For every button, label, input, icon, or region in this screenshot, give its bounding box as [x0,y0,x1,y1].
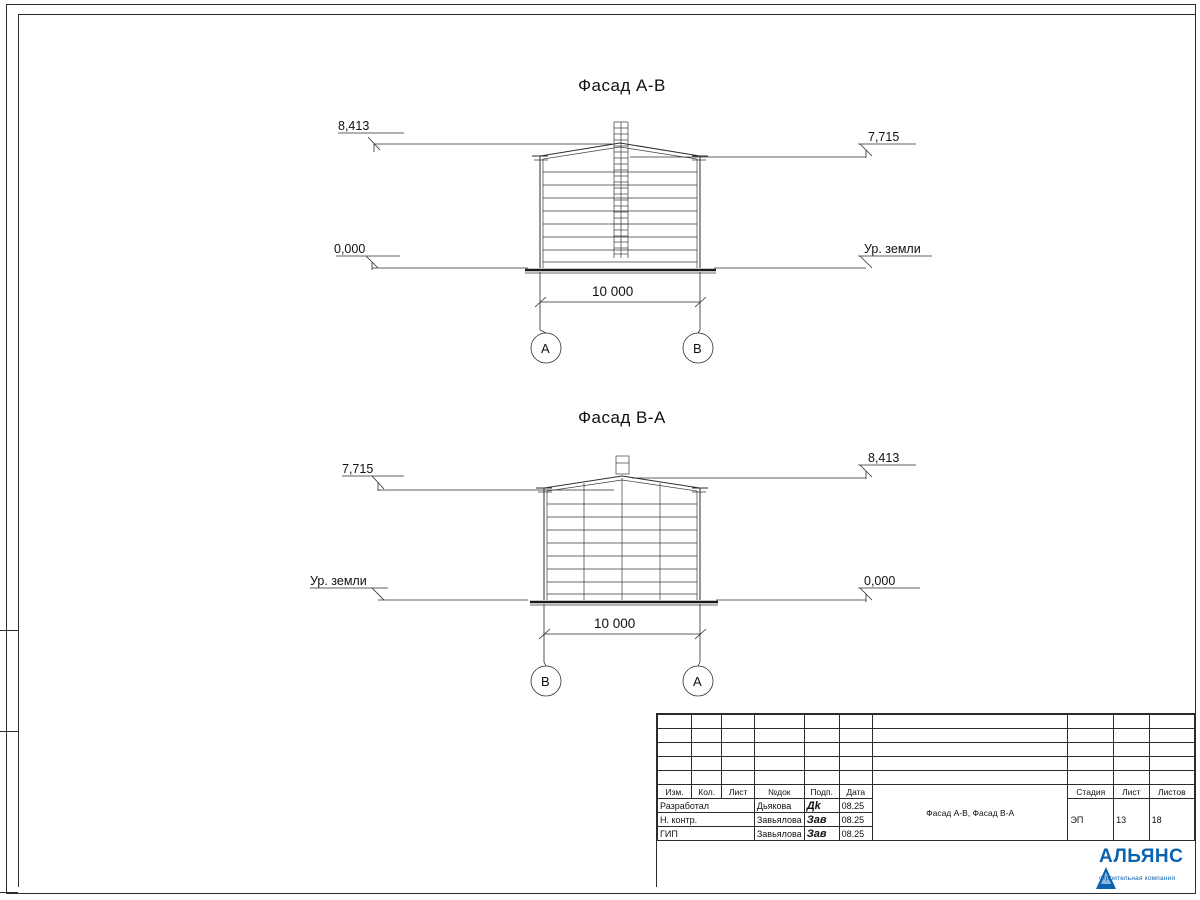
signature-controller: Зав [804,813,839,827]
col-list: Лист [722,785,754,799]
role-developer: Разработал [658,799,755,813]
revision-row [658,757,1195,771]
col-podp: Подп. [804,785,839,799]
span-dimension-a-b: 10 000 [592,284,634,299]
company-name: АЛЬЯНС [1099,846,1184,867]
axis-bubble-a-right: А [693,674,702,689]
sheet-number: 13 [1114,799,1150,841]
axis-bubble-b-right: В [693,341,702,356]
sheets-total: 18 [1149,799,1194,841]
elevation-drawing-b-a [0,330,1200,730]
revision-row [658,771,1195,785]
sheet-left-margin-block-2 [0,730,18,893]
elevation-facade-b-a [0,330,1200,730]
drawing-title: Фасад А-В, Фасад В-А [872,785,1068,841]
role-controller: Н. контр. [658,813,755,827]
revision-row [658,729,1195,743]
elevation-title-b-a: Фасад В-А [578,408,666,427]
level-label-8413-right: 8,413 [868,451,900,465]
name-controller: Завьялова [754,813,804,827]
col-ndok: №док [754,785,804,799]
col-izm: Изм. [658,785,692,799]
company-tagline: строительная компания [1099,875,1176,882]
date-gip: 08.25 [839,827,872,841]
name-developer: Дьякова [754,799,804,813]
ground-level-label-b-a: Ур. земли [310,574,367,588]
sheet-header: Лист [1114,785,1150,799]
col-kol: Кол. [691,785,722,799]
stage-header: Стадия [1068,785,1114,799]
title-block [656,713,1195,887]
ground-level-label-a-b: Ур. земли [864,242,921,256]
title-block-header-row [658,785,1195,799]
company-logo [1091,847,1195,887]
level-label-8413-left: 8,413 [338,119,370,133]
signature-gip: Зав [804,827,839,841]
level-label-0000-right: 0,000 [864,574,896,588]
span-dimension-b-a: 10 000 [594,616,636,631]
name-gip: Завьялова [754,827,804,841]
level-label-7715-right: 7,715 [868,130,900,144]
signature-developer: Дk [804,799,839,813]
date-controller: 08.25 [839,813,872,827]
elevation-title-a-b: Фасад А-В [578,76,666,95]
stage-value: ЭП [1068,799,1114,841]
axis-bubble-a-left: А [541,341,550,356]
revision-row [658,715,1195,729]
sheets-total-header: Листов [1149,785,1194,799]
axis-bubble-b-left: В [541,674,550,689]
title-block-table [657,714,1195,841]
role-gip: ГИП [658,827,755,841]
date-developer: 08.25 [839,799,872,813]
level-label-0000-left: 0,000 [334,242,366,256]
revision-row [658,743,1195,757]
level-label-7715-left: 7,715 [342,462,374,476]
col-data: Дата [839,785,872,799]
